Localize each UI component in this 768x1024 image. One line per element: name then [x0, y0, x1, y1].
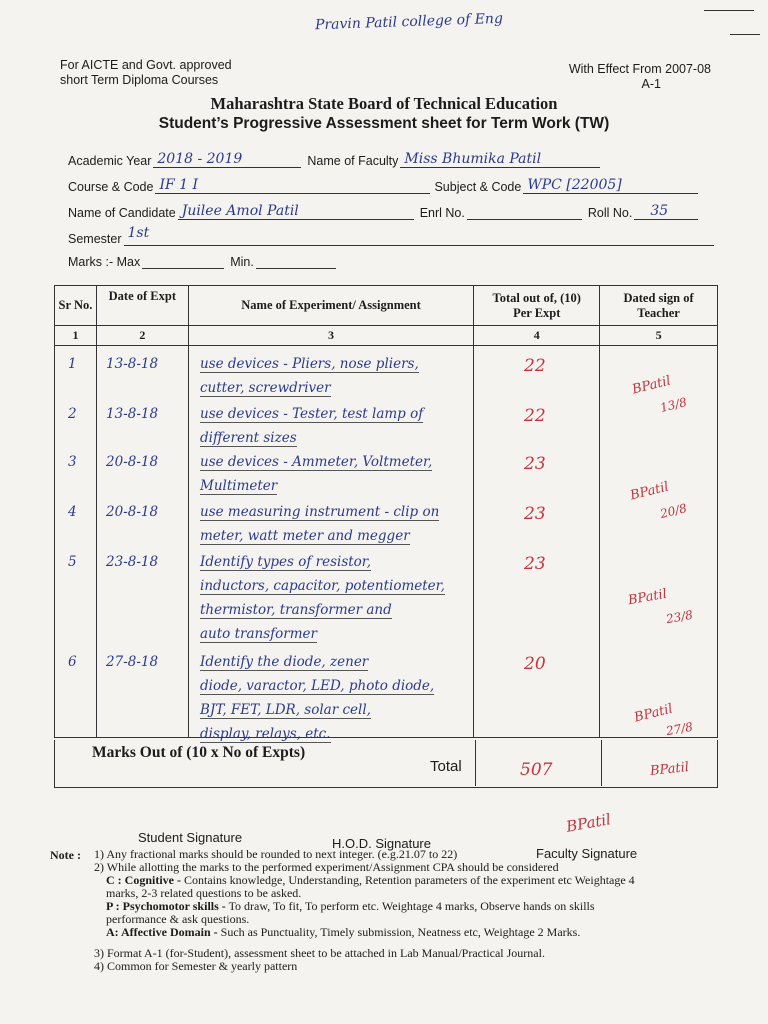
- faculty-label: Name of Faculty: [307, 154, 399, 168]
- row-experiment-line: Identify the diode, zener: [200, 654, 369, 670]
- marks-max-field: [142, 255, 224, 269]
- row-experiment-line: diode, varactor, LED, photo diode,: [200, 678, 435, 694]
- note-1: 1) Any fractional marks should be rounded to next integer. (e.g.21.07 to 22): [94, 847, 458, 861]
- row-date: 20-8-18: [106, 454, 159, 470]
- faculty-value: Miss Bhumika Patil: [404, 151, 542, 167]
- row-sr: 5: [68, 554, 77, 570]
- candidate-value: Juilee Amol Patil: [181, 203, 299, 219]
- notes-body: [94, 848, 654, 973]
- candidate-row: [68, 202, 698, 220]
- student-signature-label: Student Signature: [138, 830, 243, 845]
- course-label: Course & Code: [68, 180, 154, 194]
- row-date: 13-8-18: [106, 356, 159, 372]
- table-header-row: [55, 286, 718, 326]
- header-right: [546, 62, 711, 92]
- row-sr: 1: [68, 356, 77, 372]
- col-number: 3: [188, 326, 474, 346]
- hod-signature-label: H.O.D. Signature: [332, 836, 431, 851]
- corner-mark: [730, 34, 760, 35]
- col-number: 1: [55, 326, 97, 346]
- row-date: 23-8-18: [106, 554, 159, 570]
- note-cognitive: C : Cognitive - Contains knowledge, Understanding, Retention parameters of the experiment etc Weightage 4 marks, 2-3 related questions to be asked.: [106, 873, 635, 900]
- row-experiment-line: BJT, FET, LDR, solar cell,: [200, 702, 371, 718]
- marks-max-label: Marks :- Max: [68, 255, 141, 269]
- teacher-sign-3: BPatil: [626, 586, 669, 609]
- total-sign: BPatil: [649, 760, 690, 779]
- board-title: Maharashtra State Board of Technical Education: [210, 94, 558, 113]
- candidate-field: [178, 202, 414, 220]
- header-left: [60, 58, 232, 88]
- row-experiment-line: Multimeter: [200, 478, 278, 494]
- course-value: IF 1 I: [159, 177, 199, 193]
- academic-row: [68, 150, 600, 168]
- marks-min-field: [256, 255, 336, 269]
- marks-row: [68, 255, 336, 269]
- row-experiment-line: Identify types of resistor,: [200, 554, 372, 570]
- teacher-sign-date-2: 20/8: [658, 500, 689, 522]
- aicte-line: For AICTE and Govt. approved: [60, 58, 232, 72]
- roll-field: [634, 202, 698, 220]
- teacher-sign-date-4: 27/8: [664, 719, 694, 739]
- row-marks: 23: [524, 554, 546, 574]
- semester-value: 1st: [127, 225, 150, 241]
- course-type-line: short Term Diploma Courses: [60, 73, 219, 87]
- format-code: A-1: [641, 77, 661, 91]
- note-affective: A: Affective Domain - Such as Punctuality, Timely submission, Neatness etc, Weightage 2 Marks.: [106, 925, 581, 939]
- col-header-sr: Sr No.: [55, 286, 97, 326]
- candidate-label: Name of Candidate: [68, 206, 176, 220]
- marks-min-label: Min.: [230, 255, 254, 269]
- row-experiment-line: use devices - Tester, test lamp of: [200, 406, 424, 422]
- total-label: Total: [430, 758, 462, 775]
- teacher-sign-date-3: 23/8: [664, 607, 694, 627]
- row-experiment-line: display, relays, etc.: [200, 726, 331, 742]
- note-3: 3) Format A-1 (for-Student), assessment sheet to be attached in Lab Manual/Practical Journal.: [94, 946, 545, 960]
- row-sr: 3: [68, 454, 77, 470]
- column-number-row: [55, 326, 718, 346]
- col-header-total: Total out of, (10) Per Expt: [474, 286, 600, 326]
- faculty-signature-label: Faculty Signature: [536, 846, 638, 861]
- row-experiment-line: use measuring instrument - clip on: [200, 504, 440, 520]
- col-number: 5: [600, 326, 718, 346]
- subject-label: Subject & Code: [434, 180, 522, 194]
- row-experiment-line: auto transformer: [200, 626, 317, 642]
- marks-out-label: Marks Out of (10 x No of Expts): [92, 744, 306, 761]
- row-experiment-line: inductors, capacitor, potentiometer,: [200, 578, 445, 594]
- row-sr: 6: [68, 654, 77, 670]
- row-marks: 22: [524, 356, 546, 376]
- row-experiment-line: thermistor, transformer and: [200, 602, 392, 618]
- row-date: 13-8-18: [106, 406, 159, 422]
- row-experiment-line: use devices - Ammeter, Voltmeter,: [200, 454, 433, 470]
- row-experiment-line: different sizes: [200, 430, 297, 446]
- row-sr: 2: [68, 406, 77, 422]
- row-marks: 23: [524, 454, 546, 474]
- col-header-date: Date of Expt: [96, 286, 188, 326]
- note-2: 2) While allotting the marks to the performed experiment/Assignment CPA should be considered: [94, 860, 559, 874]
- faculty-sign: BPatil: [564, 810, 613, 836]
- faculty-field: [400, 150, 600, 168]
- teacher-sign-2: BPatil: [628, 479, 671, 504]
- row-marks: 23: [524, 504, 546, 524]
- note-4: 4) Common for Semester & yearly pattern: [94, 959, 298, 973]
- row-date: 20-8-18: [106, 504, 159, 520]
- col-header-experiment: Name of Experiment/ Assignment: [188, 286, 474, 326]
- row-marks: 20: [524, 654, 546, 674]
- col-number: 4: [474, 326, 600, 346]
- row-date: 27-8-18: [106, 654, 159, 670]
- col-number: 2: [96, 326, 188, 346]
- row-sr: 4: [68, 504, 77, 520]
- row-experiment-line: meter, watt meter and megger: [200, 528, 410, 544]
- subject-field: [523, 176, 698, 194]
- semester-label: Semester: [68, 232, 122, 246]
- roll-label: Roll No.: [587, 206, 633, 220]
- academic-year-label: Academic Year: [68, 154, 152, 168]
- roll-value: 35: [650, 203, 669, 219]
- semester-field: [124, 225, 714, 246]
- teacher-sign-1: BPatil: [630, 373, 673, 398]
- note-label: Note :: [50, 848, 81, 862]
- corner-mark: [704, 10, 754, 11]
- academic-year-field: [153, 150, 301, 168]
- enrl-label: Enrl No.: [419, 206, 465, 220]
- course-field: [155, 176, 430, 194]
- subject-value: WPC [22005]: [527, 177, 622, 193]
- enrl-field: [467, 202, 582, 220]
- row-experiment-line: cutter, screwdriver: [200, 380, 331, 396]
- academic-year-value: 2018 - 2019: [157, 151, 243, 167]
- teacher-sign-date-1: 13/8: [658, 394, 689, 416]
- course-row: [68, 176, 698, 194]
- total-value: 507: [520, 760, 553, 780]
- handwritten-college-note: Pravin Patil college of Eng: [314, 10, 504, 34]
- row-marks: 22: [524, 406, 546, 426]
- col-header-sign: Dated sign of Teacher: [600, 286, 718, 326]
- note-psychomotor: P : Psychomotor skills - To draw, To fit, To perform etc. Weightage 4 marks, Observe hands on skills performance & ask questions.: [106, 899, 595, 926]
- effect-line: With Effect From 2007-08: [568, 62, 711, 76]
- semester-row: [68, 225, 714, 246]
- row-experiment-line: use devices - Pliers, nose pliers,: [200, 356, 419, 372]
- teacher-sign-4: BPatil: [632, 701, 675, 726]
- sheet-title: Student’s Progressive Assessment sheet for Term Work (TW): [158, 115, 610, 132]
